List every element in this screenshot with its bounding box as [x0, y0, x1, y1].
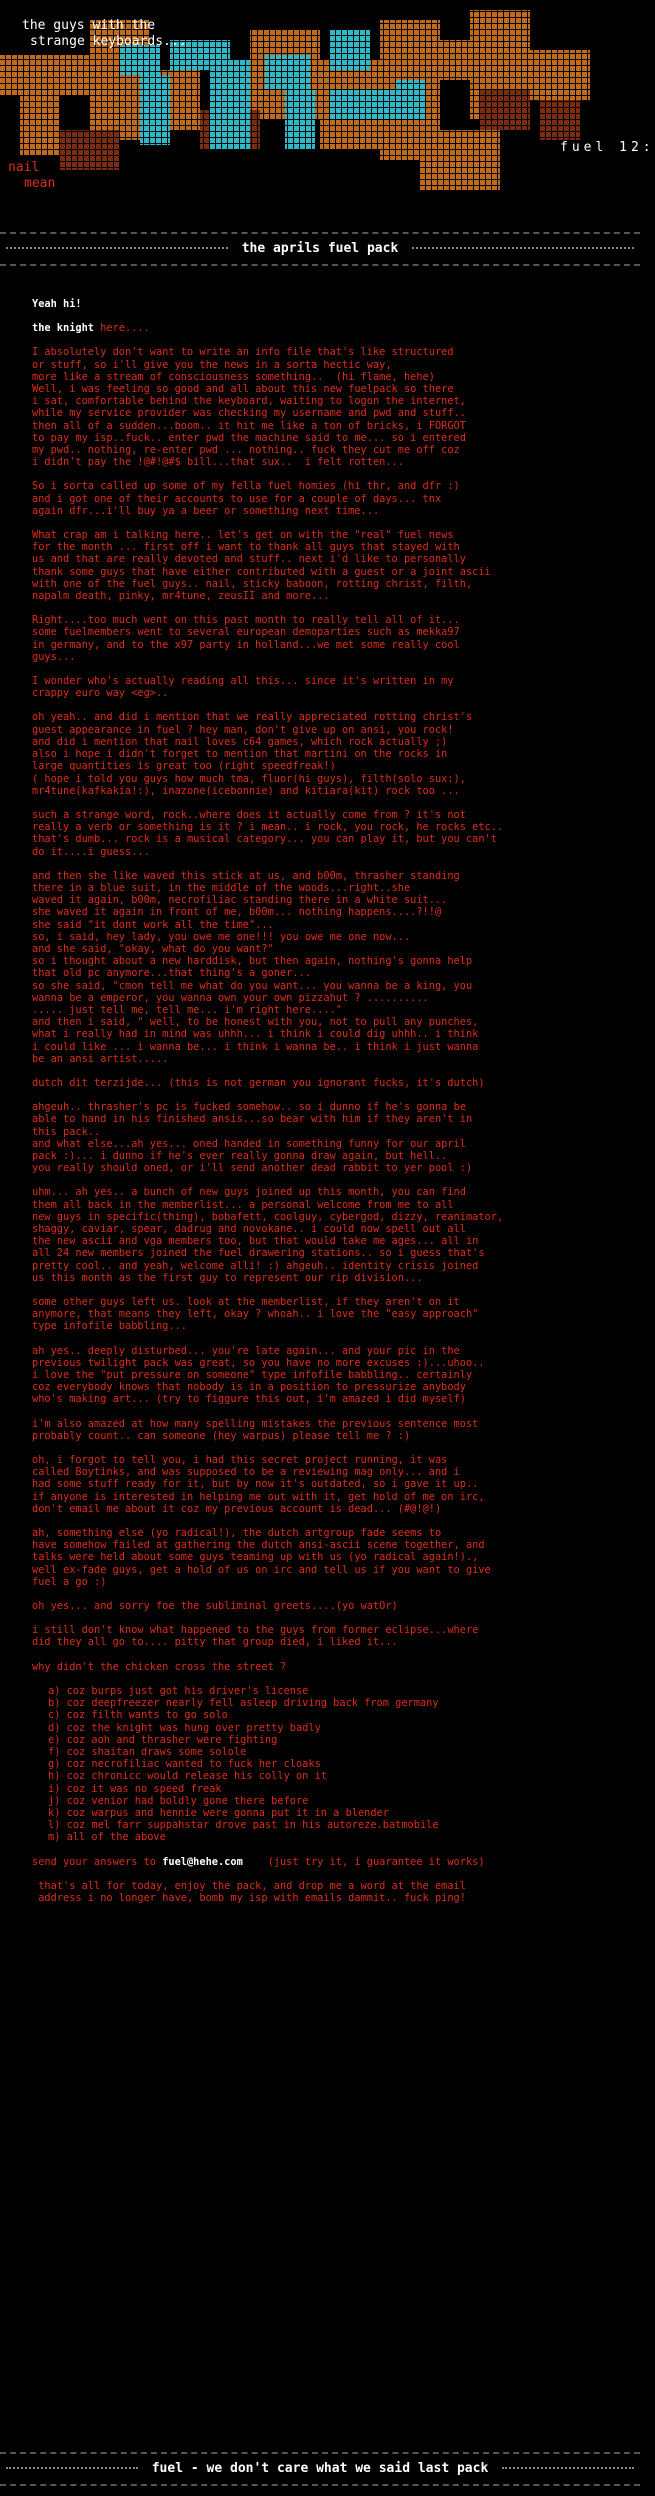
credit-line-1: nail [8, 160, 40, 175]
footer-right-rule [502, 2467, 634, 2469]
list-item: a) coz burps just got his driver's license [48, 1684, 309, 1697]
paragraph-15: oh, i forgot to tell you, i had this secret project running, it was called Boytinks, and was supposed to be a reviewing mag only... and i had some stuff ready for it, but by now it's outdated, so i gave it up.. if anyone is interested in helping me out with it, get hold of me on irc, don't email me about it coz my previous account is dead... (#@!@!) [32, 1454, 485, 1515]
divider-top [0, 232, 640, 234]
list-item: i) coz it was no speed freak [48, 1782, 222, 1795]
answers-prefix: send your answers to [32, 1855, 163, 1868]
paragraph-13: ah yes.. deeply disturbed... you're late again... and your pic in the previous twilight pack was great, so you have no more excuses :)...uhoo.. i love the "put pressure on someone" type infofile babbling.. certainly coz everybody knows that nobody is in a position to pressurize anybody who's making art... (try to figgure this out, i'm amazed i did myself) [32, 1344, 485, 1406]
paragraph-12: some other guys left us. look at the memberlist, if they aren't on it anymore, that means they left, okay ? whoah.. i love the "easy approach" type infofile babbling... [32, 1296, 479, 1333]
list-item: d) coz the knight was hung over pretty badly [48, 1721, 321, 1734]
answers-suffix: (just try it, i guarantee it works) [242, 1855, 485, 1868]
list-item: k) coz warpus and hennie were gonna put it in a blender [48, 1806, 389, 1819]
title-bar-left-rule [6, 247, 228, 249]
list-item: h) coz chronicc would release his colly on it [48, 1770, 327, 1783]
list-item: j) coz venior had boldly gone there before [48, 1794, 309, 1807]
paragraph-19: why didn't the chicken cross the street ? [32, 1660, 287, 1673]
list-item: c) coz filth wants to go solo [48, 1709, 228, 1722]
paragraph-3: What crap am i talking here.. let's get on with the "real" fuel news for the month ... first off i want to thank all guys that stayed with us and that are really devoted and stuff.. next i'd like to personally thank some guys that have either contributed with a guest or a joint ascii with one of the fuel guys.. nail, sticky baboon, rotting christ, filth, napalm death, pinky, mr4tune, zeusII and more... [32, 529, 491, 603]
issue-label: fuel 12: [560, 140, 655, 155]
tagline-line-1: the guys with the [22, 18, 156, 33]
paragraph-1: I absolutely don't want to write an info file that's like structured or stuff, so i'll give you the news in a sorta hectic way, more like a stream of consciousness something.. (hi flame, hehe) Well, i was feeling so good and all about this new fuelpack so there i sat, comfortable behind the keyboard, waiting to logon the internet, while my service provider was checking my username and pwd and stuff.. then all of a sudden...boom.. it hit me like a ton of bricks, i FORGOT to pay my isp..fuck.. enter pwd the machine said to me... so i entered my pwd.. nothing, re-enter pwd ... nothing.. fuck they cut me off coz i didn't pay the !@#!@#$ bill...that sux.. i felt rotten... [32, 346, 466, 469]
paragraph-16: ah, something else (yo radical!), the dutch artgroup fade seems to have somehow failed at gathering the dutch ansi-ascii scene together, and talks were held about some guys teaming up with us (yo radical again!)., well ex-fade guys, get a hold of us on irc and tell us if you want to give fuel a go :) [32, 1527, 491, 1588]
paragraph-9: dutch dit terzijde... (this is not german you ignorant fucks, it's dutch) [32, 1076, 485, 1089]
pack-title: the aprils fuel pack [241, 240, 399, 256]
footer-divider-top [0, 2452, 640, 2454]
credit-line-2: mean [24, 176, 56, 191]
list-item: m) all of the above [48, 1831, 166, 1844]
answers-email[interactable]: fuel@hehe.com [162, 1855, 243, 1868]
title-bar [0, 238, 640, 258]
paragraph-10: ahgeuh.. thrasher's pc is fucked somehow.. so i dunno if he's gonna be able to hand in his finished ansis...so bear with him if they aren't in this pack.. and what else...ah yes... oned handed in something funny for our april pack :)... i dunno if he's ever really gonna draw again, but hell.. you really should oned, or i'll send another dead rabbit to yer pool :) [32, 1101, 473, 1175]
info-file-body [32, 298, 622, 2438]
title-bar-right-rule [412, 247, 634, 249]
paragraph-14: i'm also amazed at how many spelling mistakes the previous sentence most probably count.. can someone (hey warpus) please tell me ? :) [32, 1417, 479, 1442]
answers-line [32, 1856, 622, 1868]
paragraph-17: oh yes... and sorry foe the subliminal greets....(yo watOr) [32, 1600, 398, 1613]
divider-bottom [0, 264, 640, 266]
footer-title: fuel - we don't care what we said last pack [151, 2460, 489, 2476]
list-item: g) coz necrofiliac wanted to fuck her cloaks [48, 1758, 321, 1771]
byline: the knight [32, 322, 94, 335]
greeting: Yeah hi! [32, 298, 82, 310]
byline-suffix: here.... [94, 322, 150, 335]
paragraph-7: such a strange word, rock..where does it actually come from ? it's not really a verb or something is it ? i mean.. i rock, you rock, he rocks etc.. that's dumb... rock is a musical category... you can play it, but you can't do it....i guess... [32, 808, 504, 858]
footer-divider-bottom [0, 2484, 640, 2486]
tagline-line-2: strange keyboards... [30, 34, 187, 49]
footer-bar [0, 2458, 640, 2478]
paragraph-2: So i sorta called up some of my fella fuel homies (hi thr, and dfr :) and i got one of their accounts to use for a couple of days... tnx again dfr...i'll buy ya a beer or something next time... [32, 480, 460, 517]
footer-left-rule [6, 2467, 138, 2469]
paragraph-11: uhm... ah yes.. a bunch of new guys joined up this month, you can find them all back in the memberlist... a personal welcome from me to all new guys in specific(thing), bobafett, coolguy, cybergod, dizzy, reanimator, shaggy, caviar, spear, dadrug and novokane.. i could now spell out all the new ascii and vga members too, but that would take me ages... all in all 24 new members joined the fuel drawering stations.. so i guess that's pretty cool.. and yeah, welcome alli! :) ahgeuh.. identity crisis joined us this month as the first guy to represent our rip division... [32, 1186, 504, 1284]
paragraph-6: oh yeah.. and did i mention that we really appreciated rotting christ's guest appearance in fuel ? hey man, don't give up on ansi, you rock! and did i mention that nail loves c64 games, which rock actually ;) also i hope i didn't forget to mention that martini on the rocks in large quantities is great too (right speedfreak!) ( hope i told you guys how much tma, fluor(hi guys), filth(solo sux:), mr4tune(kafkakia!:), inazone(icebonnie) and kitiara(kit) rock too ... [32, 711, 473, 797]
list-item: e) coz aoh and thrasher were fighting [48, 1733, 278, 1746]
paragraph-18: i still don't know what happened to the guys from former eclipse...where did they all go to.... pitty that group died, i liked it... [32, 1624, 479, 1649]
list-item: f) coz shaitan draws some solole [48, 1745, 247, 1758]
paragraph-closing: that's all for today, enjoy the pack, and drop me a word at the email address i no longer have, bomb my isp with emails dammit.. fuck ping! [38, 1879, 466, 1904]
paragraph-4: Right....too much went on this past month to really tell all of it... some fuelmembers went to several european demoparties such as mekka97 in germany, and to the x97 party in holland...we met some really cool guys... [32, 614, 460, 663]
paragraph-5: I wonder who's actually reading all this... since it's written in my crappy euro way <eg>.. [32, 675, 454, 700]
list-item: l) coz mel farr suppahstar drove past in his autoreze.batmobile [48, 1819, 439, 1832]
list-item: b) coz deepfreezer nearly fell asleep driving back from germany [48, 1697, 439, 1710]
paragraph-8: and then she like waved this stick at us, and b00m, thrasher standing there in a blue suit, in the middle of the woods...right..she waved it again, b00m, necrofiliac standing there in a white suit... she waved it again in front of me, b00m... nothing happens....?!!@ she said "it dont work all the time"... so, i said, hey lady, you owe me one!!! you owe me one now... and she said, "okay, what do you want?" so i thought about a new harddisk, but then again, nothing's gonna help that old pc anymore...that thing's a goner... so she said, "cmon tell me what do you want... you wanna be a king, you wanna be a emperor, you wanna own your own pizzahut ? .......... ..... just tell me, tell me... i'm right here...." and then i said, " well, to be honest with you, not to pull any punches, what i really had in mind was uhhh... i think i could dig uhhh.. i think i could like ... i wanna be... i think i wanna be.. i think i just wanna be an ansi artist..... [32, 869, 479, 1065]
chicken-answers-list [48, 1685, 622, 1844]
header-banner [0, 0, 655, 210]
